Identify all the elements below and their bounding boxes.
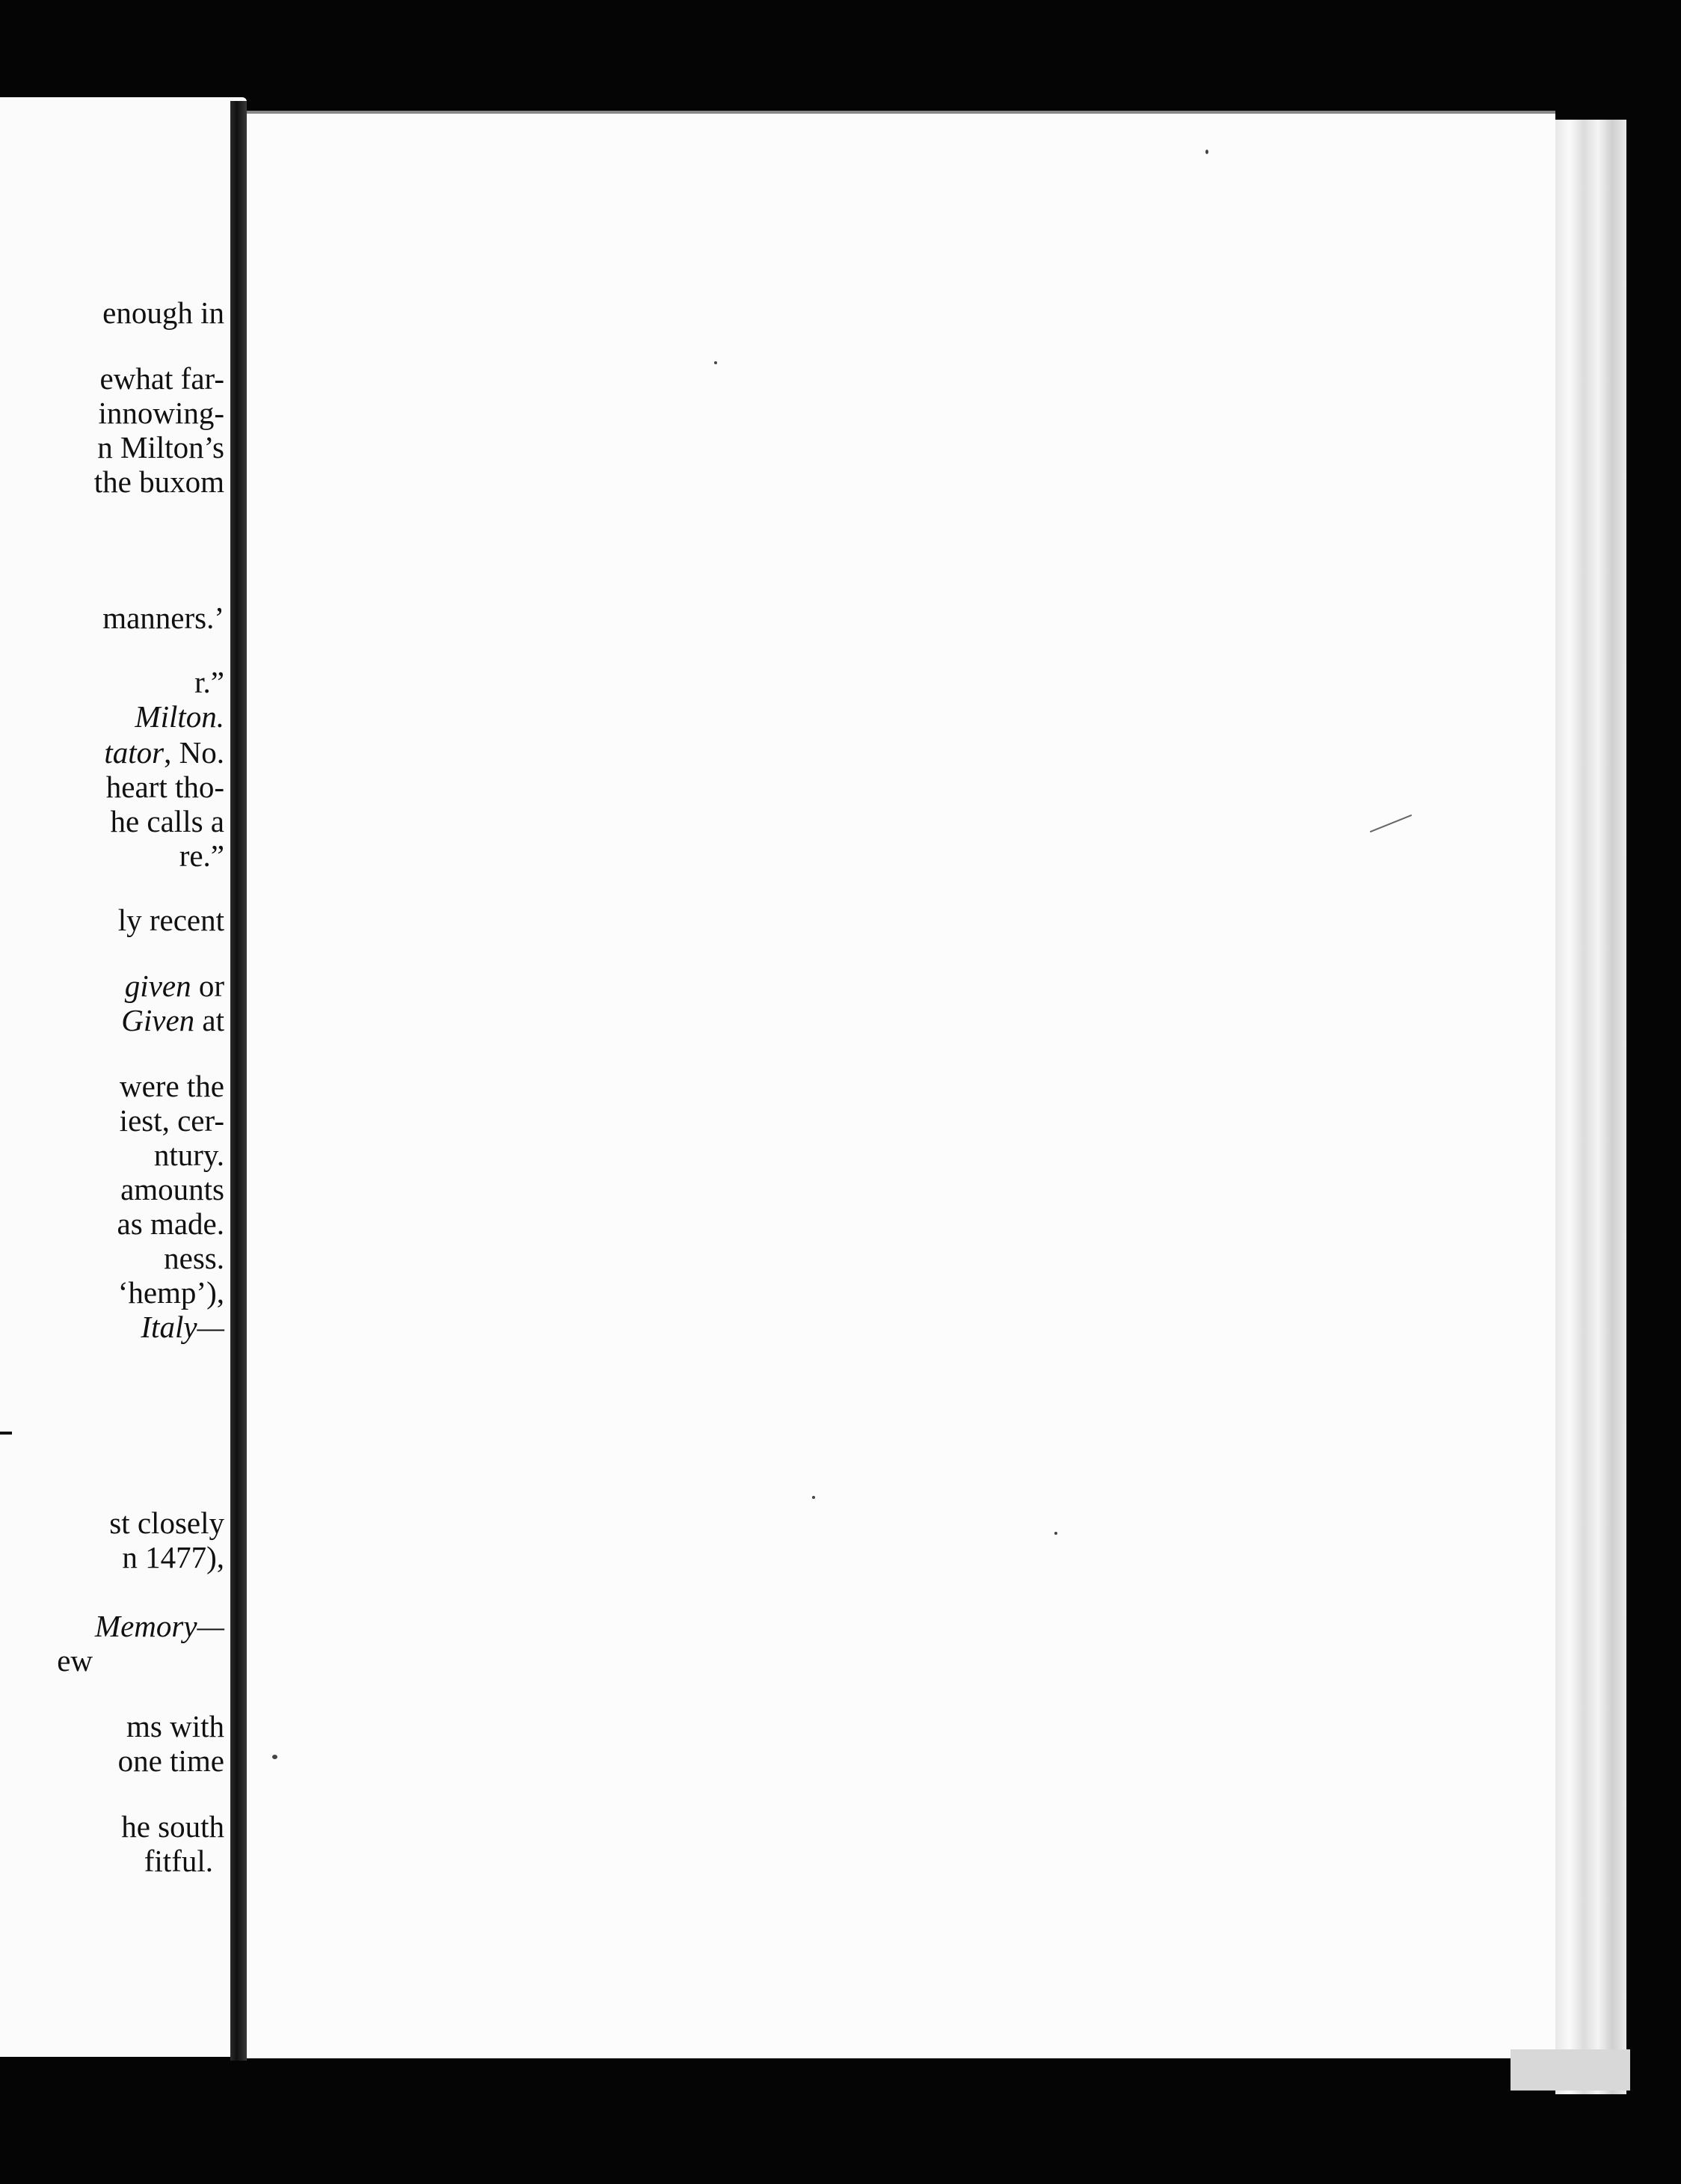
text-line: given or	[124, 969, 224, 1003]
text-line: Given at	[121, 1003, 224, 1037]
left-page	[0, 97, 247, 2057]
book-gutter	[230, 101, 247, 2061]
text-line: were the	[120, 1069, 224, 1103]
text-line: r.”	[194, 665, 224, 699]
blank-right-page	[247, 111, 1555, 2058]
text-line: Memory—	[94, 1609, 224, 1643]
text-line: tator, No.	[104, 735, 224, 770]
text-line: amounts	[120, 1172, 224, 1206]
text-line: n 1477),	[122, 1540, 224, 1574]
text-line: ew	[57, 1643, 93, 1678]
text-line: ly recent	[117, 903, 224, 937]
page-edge-bottom	[1511, 2049, 1630, 2091]
text-line: the buxom	[93, 464, 224, 499]
text-line: n Milton’s	[97, 430, 224, 464]
text-line: ‘hemp’),	[117, 1275, 224, 1310]
text-line: one time	[117, 1743, 224, 1778]
text-line: ness.	[164, 1241, 224, 1275]
dash-rule	[0, 1432, 12, 1435]
text-line: ms with	[126, 1709, 224, 1743]
text-line: manners.’	[102, 601, 224, 635]
text-line: re.”	[179, 838, 224, 873]
fleck	[272, 1755, 277, 1759]
text-line: ewhat far-	[99, 361, 224, 396]
text-line: ntury.	[153, 1138, 224, 1172]
text-line: fitful.	[144, 1844, 213, 1878]
text-line: heart tho-	[105, 770, 224, 804]
fleck	[1054, 1532, 1057, 1535]
text-line: he south	[121, 1809, 224, 1844]
text-line: iest, cer-	[119, 1103, 224, 1138]
text-line: Milton.	[135, 699, 224, 734]
page-edge	[1555, 120, 1626, 2094]
fleck	[1205, 150, 1208, 154]
fleck	[714, 361, 717, 364]
text-line: innowing-	[98, 396, 224, 430]
text-line: he calls a	[110, 804, 224, 838]
text-line: Italy—	[141, 1310, 224, 1344]
text-line: enough in	[102, 295, 224, 330]
text-line: as made.	[117, 1206, 224, 1241]
text-line: st closely	[109, 1506, 224, 1540]
fleck	[812, 1496, 815, 1499]
